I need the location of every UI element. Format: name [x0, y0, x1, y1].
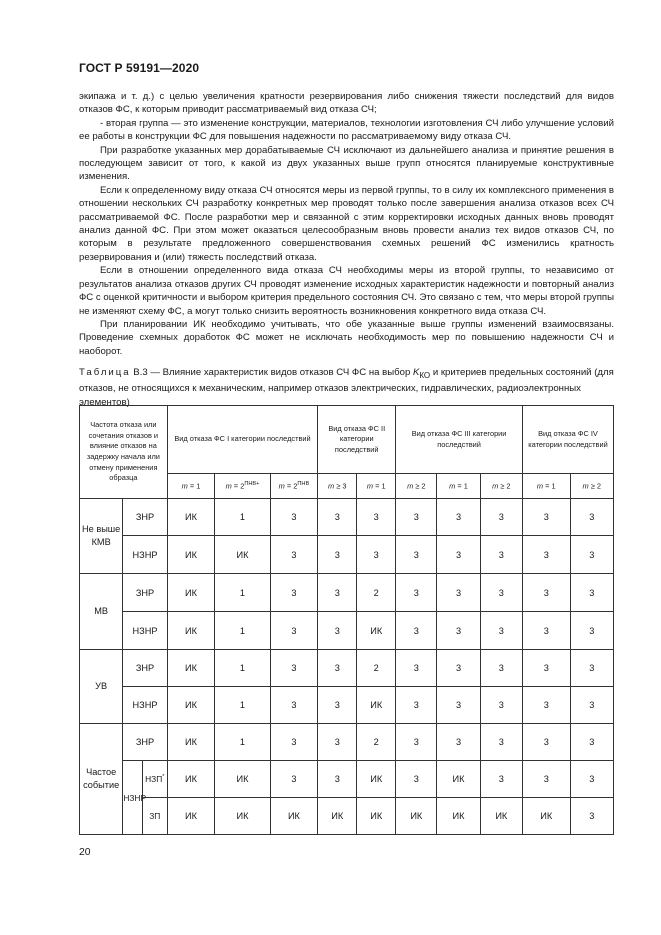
- table-cell: ИК: [167, 687, 215, 724]
- table-cell: 3: [480, 761, 522, 798]
- table-cell: 3: [570, 687, 613, 724]
- row-sublabel: ЗНР: [123, 574, 167, 612]
- table-cell: ИК: [357, 612, 396, 650]
- group-header: Вид отказа ФС IV категории последствий: [522, 406, 613, 474]
- table-row: [80, 761, 614, 798]
- table-row: [80, 612, 614, 650]
- table-cell: 3: [318, 499, 357, 536]
- table-cell: 3: [270, 761, 318, 798]
- table-cell: 3: [396, 650, 437, 687]
- table-cell: ИК: [522, 798, 570, 835]
- table-cell: ИК: [167, 612, 215, 650]
- table-cell: 1: [215, 724, 270, 761]
- table-cell: ИК: [167, 536, 215, 574]
- table-cell: 3: [522, 724, 570, 761]
- table-cell: 3: [480, 612, 522, 650]
- table-caption-label: Таблица: [79, 367, 131, 378]
- row-sublabel: НЗНР: [123, 536, 167, 574]
- table-cell: ИК: [167, 798, 215, 835]
- table-cell: ИК: [357, 761, 396, 798]
- table-cell: 3: [522, 650, 570, 687]
- table-cell: 3: [480, 499, 522, 536]
- column-subheader: m ≥ 3: [318, 474, 357, 499]
- column-subheader: $m = 2^{ПНВ+}$: [215, 474, 270, 499]
- table-cell: 3: [396, 574, 437, 612]
- table-cell: 3: [522, 612, 570, 650]
- table-cell: 3: [396, 536, 437, 574]
- table-cell: ИК: [167, 499, 215, 536]
- table-cell: 3: [437, 687, 480, 724]
- table-cell: 1: [215, 612, 270, 650]
- table-row: [80, 499, 614, 536]
- group-header: Вид отказа ФС I категории последствий: [167, 406, 318, 474]
- body-text: [79, 90, 614, 358]
- table-cell: ИК: [357, 798, 396, 835]
- table-cell: 3: [570, 612, 613, 650]
- table-cell: 3: [270, 650, 318, 687]
- table-cell: 3: [318, 536, 357, 574]
- row-group-label: Частое событие: [80, 724, 123, 835]
- row-group-label: УВ: [80, 650, 123, 724]
- row-group-label: Не выше КМВ: [80, 499, 123, 574]
- table-cell: ИК: [215, 536, 270, 574]
- group-header: Вид отказа ФС III категории последствий: [396, 406, 523, 474]
- table-row: [80, 650, 614, 687]
- table-cell: 3: [396, 687, 437, 724]
- table-cell: 3: [437, 612, 480, 650]
- column-subheader: m = 1: [522, 474, 570, 499]
- paragraph: При планировании ИК необходимо учитывать, что обе указанные выше группы изменений взаимосвязаны. Проведение схемных доработок ФС может не исключать необходимость мер по повышению надежности СЧ и наоборот.: [79, 318, 614, 357]
- table-cell: 3: [270, 499, 318, 536]
- column-subheader: m = 1: [167, 474, 215, 499]
- table-cell: 3: [318, 612, 357, 650]
- column-subheader: $m = 2^{ПНВ}$: [270, 474, 318, 499]
- table-cell: 3: [480, 574, 522, 612]
- row-sublabel: НЗНР: [123, 687, 167, 724]
- paragraph: Если к определенному виду отказа СЧ относятся меры из первой группы, то в силу их комплексного применения в отношении нескольких СЧ разработку конкретных мер проводят только после завершения анализа отказов всех СЧ рассматриваемой ФС. После разработки мер и связанной с этим корректировки исходных данных вновь проводят анализ данной ФС. При этом может оказаться целесообразным вновь провести анализ тех видов отказов СЧ, по которым в результате предложенного совершенствования схемных решений ФС изменились кратность резервирования и (или) тяжесть последствий отказа.: [79, 184, 614, 263]
- k-subscript: КО: [419, 370, 431, 380]
- table-cell: 3: [570, 536, 613, 574]
- column-subheader: m = 1: [437, 474, 480, 499]
- table-cell: 3: [396, 499, 437, 536]
- paragraph: Если в отношении определенного вида отказа СЧ необходимы меры из второй группы, то независимо от результатов анализа отказов других СЧ проводят изменение исходных характеристик надежности и повторный анализ ФС с оценкой критичности и выбором критерия предельного состояния СЧ. Это связано с тем, что меры второй группы не изменяют схему ФС, а могут только снизить вероятность возникновения конкретного вида отказа СЧ.: [79, 265, 614, 317]
- table-cell: 3: [396, 724, 437, 761]
- table-cell: 3: [570, 798, 613, 835]
- table-cell: ИК: [396, 798, 437, 835]
- table-cell: ИК: [215, 761, 270, 798]
- row-sublabel: ЗНР: [123, 499, 167, 536]
- table-cell: 3: [270, 724, 318, 761]
- row-sublabel: НЗНР: [123, 761, 142, 835]
- table-cell: ИК: [167, 724, 215, 761]
- table-row: [80, 724, 614, 761]
- column-subheader: m ≥ 2: [480, 474, 522, 499]
- table-cell: 3: [357, 499, 396, 536]
- table-cell: 3: [480, 650, 522, 687]
- table-cell: 3: [437, 536, 480, 574]
- table-cell: 3: [522, 536, 570, 574]
- column-subheader: m = 1: [357, 474, 396, 499]
- table-cell: 3: [396, 612, 437, 650]
- table-cell: ИК: [215, 798, 270, 835]
- table-row: [80, 798, 614, 835]
- table-cell: 3: [318, 650, 357, 687]
- table-cell: 3: [522, 687, 570, 724]
- table-cell: 1: [215, 650, 270, 687]
- column-subheader: m ≥ 2: [570, 474, 613, 499]
- table-cell: ИК: [437, 798, 480, 835]
- table-cell: 3: [570, 724, 613, 761]
- table-cell: 1: [215, 499, 270, 536]
- row-sublabel: ЗНР: [123, 650, 167, 687]
- table-cell: ИК: [167, 761, 215, 798]
- table-cell: 3: [480, 687, 522, 724]
- table-cell: 3: [318, 761, 357, 798]
- table-cell: ИК: [357, 687, 396, 724]
- table-caption-text: — Влияние характеристик видов отказов СЧ ФС на выбор: [147, 367, 413, 378]
- table-row: [80, 687, 614, 724]
- table-cell: 3: [522, 761, 570, 798]
- table-row: [80, 574, 614, 612]
- table-cell: 3: [270, 612, 318, 650]
- table-cell: 3: [270, 574, 318, 612]
- table-cell: 3: [318, 687, 357, 724]
- table-cell: 3: [437, 724, 480, 761]
- row-subsublabel: НЗП*: [142, 761, 167, 798]
- paragraph: экипажа и т. д.) с целью увеличения кратности резервирования либо снижения тяжести последствий для видов отказов ФС, к которым приводит рассматриваемый вид отказа СЧ;: [79, 91, 614, 116]
- table-cell: ИК: [167, 650, 215, 687]
- table-cell: 3: [437, 499, 480, 536]
- table-cell: 3: [570, 574, 613, 612]
- table-caption: [79, 366, 614, 409]
- table-cell: 3: [318, 724, 357, 761]
- table-cell: 2: [357, 724, 396, 761]
- table-cell: 3: [570, 761, 613, 798]
- table-cell: 3: [522, 499, 570, 536]
- table-cell: ИК: [270, 798, 318, 835]
- page-number: 20: [79, 847, 91, 858]
- table-cell: 3: [570, 499, 613, 536]
- row-subsublabel: ЗП: [142, 798, 167, 835]
- paragraph: При разработке указанных мер дорабатываемые СЧ исключают из дальнейшего анализа и принятие решения в последующем зависит от того, к какой из двух указанных выше групп относятся планируемые конструктивные изменения.: [79, 144, 614, 183]
- row-sublabel: ЗНР: [123, 724, 167, 761]
- criteria-table: [79, 405, 614, 835]
- k-symbol: K: [412, 367, 420, 378]
- table-cell: 3: [270, 536, 318, 574]
- table-cell: 1: [215, 687, 270, 724]
- table-cell: 3: [570, 650, 613, 687]
- table-cell: 2: [357, 650, 396, 687]
- table-row: [80, 536, 614, 574]
- group-header: Вид отказа ФС II категории последствий: [318, 406, 396, 474]
- table-cell: 2: [357, 574, 396, 612]
- row-group-label: МВ: [80, 574, 123, 650]
- table-caption-number: В.3: [133, 367, 148, 378]
- paragraph: - вторая группа — это изменение конструкции, материалов, технологии изготовления СЧ либо улучшение условий ее работы в конструкции ФС для повышения надежности по рассматриваемому виду отказа СЧ.: [79, 117, 614, 143]
- table-cell: 3: [357, 536, 396, 574]
- table-cell: ИК: [437, 761, 480, 798]
- table-cell: 3: [437, 650, 480, 687]
- table-caption-text-end: и критериев предельных состояний (для отказов, не относящихся к механическим, например отказов электрических, гидравлических, радиоэлектронных элементов): [79, 367, 614, 408]
- table-cell: 3: [480, 536, 522, 574]
- column-subheader: m ≥ 2: [396, 474, 437, 499]
- row-sublabel: НЗНР: [123, 612, 167, 650]
- table-cell: ИК: [318, 798, 357, 835]
- document-header: ГОСТ Р 59191—2020: [79, 61, 200, 75]
- table-cell: 3: [318, 574, 357, 612]
- table-cell: 3: [270, 687, 318, 724]
- table-cell: 3: [522, 574, 570, 612]
- table-cell: 3: [437, 574, 480, 612]
- table-cell: 3: [396, 761, 437, 798]
- table-cell: ИК: [167, 574, 215, 612]
- table-cell: 3: [480, 724, 522, 761]
- table-cell: 1: [215, 574, 270, 612]
- table-cell: ИК: [480, 798, 522, 835]
- corner-header: Частота отказа или сочетания отказов и влияние отказов на задержку начала или отмену применения образца: [80, 406, 168, 499]
